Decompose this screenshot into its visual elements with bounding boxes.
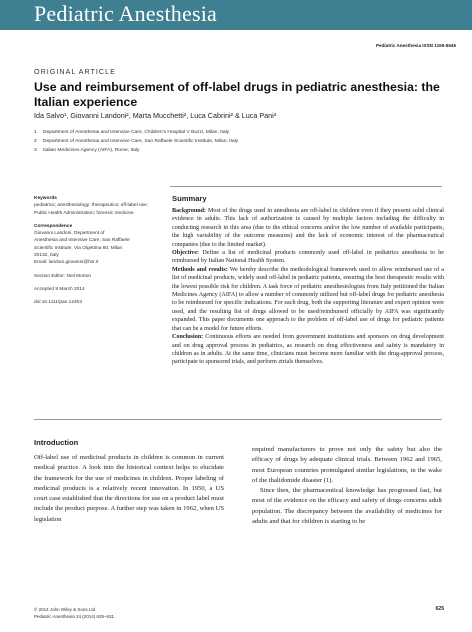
summary-objective: Objective: Define a list of medicinal products commonly used off-label in pediatrics anesthesia to be reimbursed by Italian National Health System. [172,250,444,265]
correspondence-heading: Correspondence [34,223,73,229]
summary-conclusion: Conclusion: Continuous efforts are needed from government institutions and sponsors on drug development and on drug approval process in pediatrics, as research on drug effectiveness and safety is mandatory in children as in adults. At the same time, clinicians must become more familiar with the drug-approval process, participate to sponsored trials, and perform ztrials themselves. [172,334,444,366]
citation-line: Pediatric Anesthesia 24 (2014) 625–631 [34,614,115,619]
summary-body [172,207,444,367]
affiliation-item [34,128,454,137]
page-footer [34,606,114,620]
summary-rule [170,186,442,187]
summary-methods: Methods and results: We hereby describe the methodological framework used to allow reimbursed use of a list of medicinal products, widely used off-label in pediatric patients, ensuring the best therapeutic results with the lowest possible risk for children. A task force of pediatric anesthesiologists from Italy petitioned the Italian Medicines Agency (AIFA) to allow a number of commonly utilized but off-label drugs for pediatric anesthesia to be reimbursed for specific indications. For each drug, both the supporting literature and expert opinion were used, and the resulting list of drugs allowed to be used/reimbursed officially by AIFA was significantly expanded. This paper documents one approach to the problem of off-label use of drugs for pediatric patients that can be a model for future efforts. [172,266,444,332]
affiliation-number: 2 [34,139,37,144]
journal-banner [0,0,472,30]
affiliation-text: Department of Anesthesia and Intensive Care, Children’s Hospital V Buzzi, Milan, Italy [43,130,230,135]
summary-background: Background: Most of the drugs used in anesthesia are off-label in children even if they present solid clinical evidence in adults. This lack of authorization is caused by multiple factors including the difficulty in conducting research in this area (due to the ethical concerns and/or the low number of available participants, the high variability of the outcome measures) and the lack of economic interest of the pharmaceutical companies (due to the limited market). [172,208,444,248]
correspondence-line: 20132, Italy [34,253,59,259]
copyright-line: © 2014 John Wiley & Sons Ltd [34,607,96,612]
accepted-date: Accepted 9 March 2014 [34,286,85,292]
section-divider [34,419,442,420]
article-doi: doi:10.1111/pan.12403 [34,300,83,306]
body-column-right [252,445,442,527]
article-sidebar [34,195,162,307]
section-label: ORIGINAL ARTICLE [34,67,116,76]
correspondence-line: Giovanni Landoni, Department of [34,231,105,237]
section-editor: Section Editor: Neil Morton [34,273,92,279]
journal-name: Pediatric Anesthesia [34,1,218,26]
body-paragraph: required manufacturers to prove not only the safety but also the efficacy of drugs by adequate clinical trials. Between 1962 and 1965, most European countries promulgated similar legislations, in the wake of the thalidomide disaster (1). [252,446,442,484]
body-column-left [34,453,224,525]
keywords-heading: Keywords [34,196,57,201]
affiliation-text: Italian Medicines Agency (AIFA), Rome, Italy [43,148,140,153]
affiliation-item [34,146,454,155]
body-paragraph: Off-label use of medicinal products in children is common in current medical practice. A look into the historical context helps to elucidate the framework for the use of medicines in children. Proper labeling of medicinal products is a relatively recent innovation. In 1950, a US court case established that the directions for use on a product label must include the product purpose. A further step was taken in 1962, when US legislation [34,454,224,523]
introduction-heading: Introduction [34,438,79,447]
affiliation-text: Department of Anesthesia and Intensive Care, San Raffaele Scientific Institute, Milan, Italy [43,139,239,144]
correspondence-line: Anesthesia and Intensive Care, San Raffaele [34,238,130,244]
page-number: 625 [435,606,444,612]
correspondence-email: Email: landoni.giovanni@hsr.it [34,260,99,266]
affiliation-list [34,128,454,155]
affiliation-number: 3 [34,148,37,153]
body-paragraph: Since then, the pharmaceutical knowledge has progressed fast, but most of the evidence on the efficacy and safety of drugs concerns adult population. The discrepancy between the availability of medicines for adults and that for children is starting to be [252,487,442,526]
author-list: Ida Salvo¹, Giovanni Landoni², Marta Mucchetti², Luca Cabrini² & Luca Pani³ [34,111,277,120]
keywords-text: pediatrics; anesthesiology; therapeutics; off-label use; Public Health Administration; forensic medicine [34,203,149,216]
affiliation-item [34,137,454,146]
article-title: Use and reimbursement of off-label drugs in pediatric anesthesia: the Italian experience [34,80,440,109]
correspondence-line: Scientific Institute, Via Olgettina 60, Milan [34,245,123,251]
journal-issn: Pediatric Anesthesia ISSN 1155-5645 [375,43,456,48]
affiliation-number: 1 [34,130,37,135]
summary-heading: Summary [172,194,207,203]
